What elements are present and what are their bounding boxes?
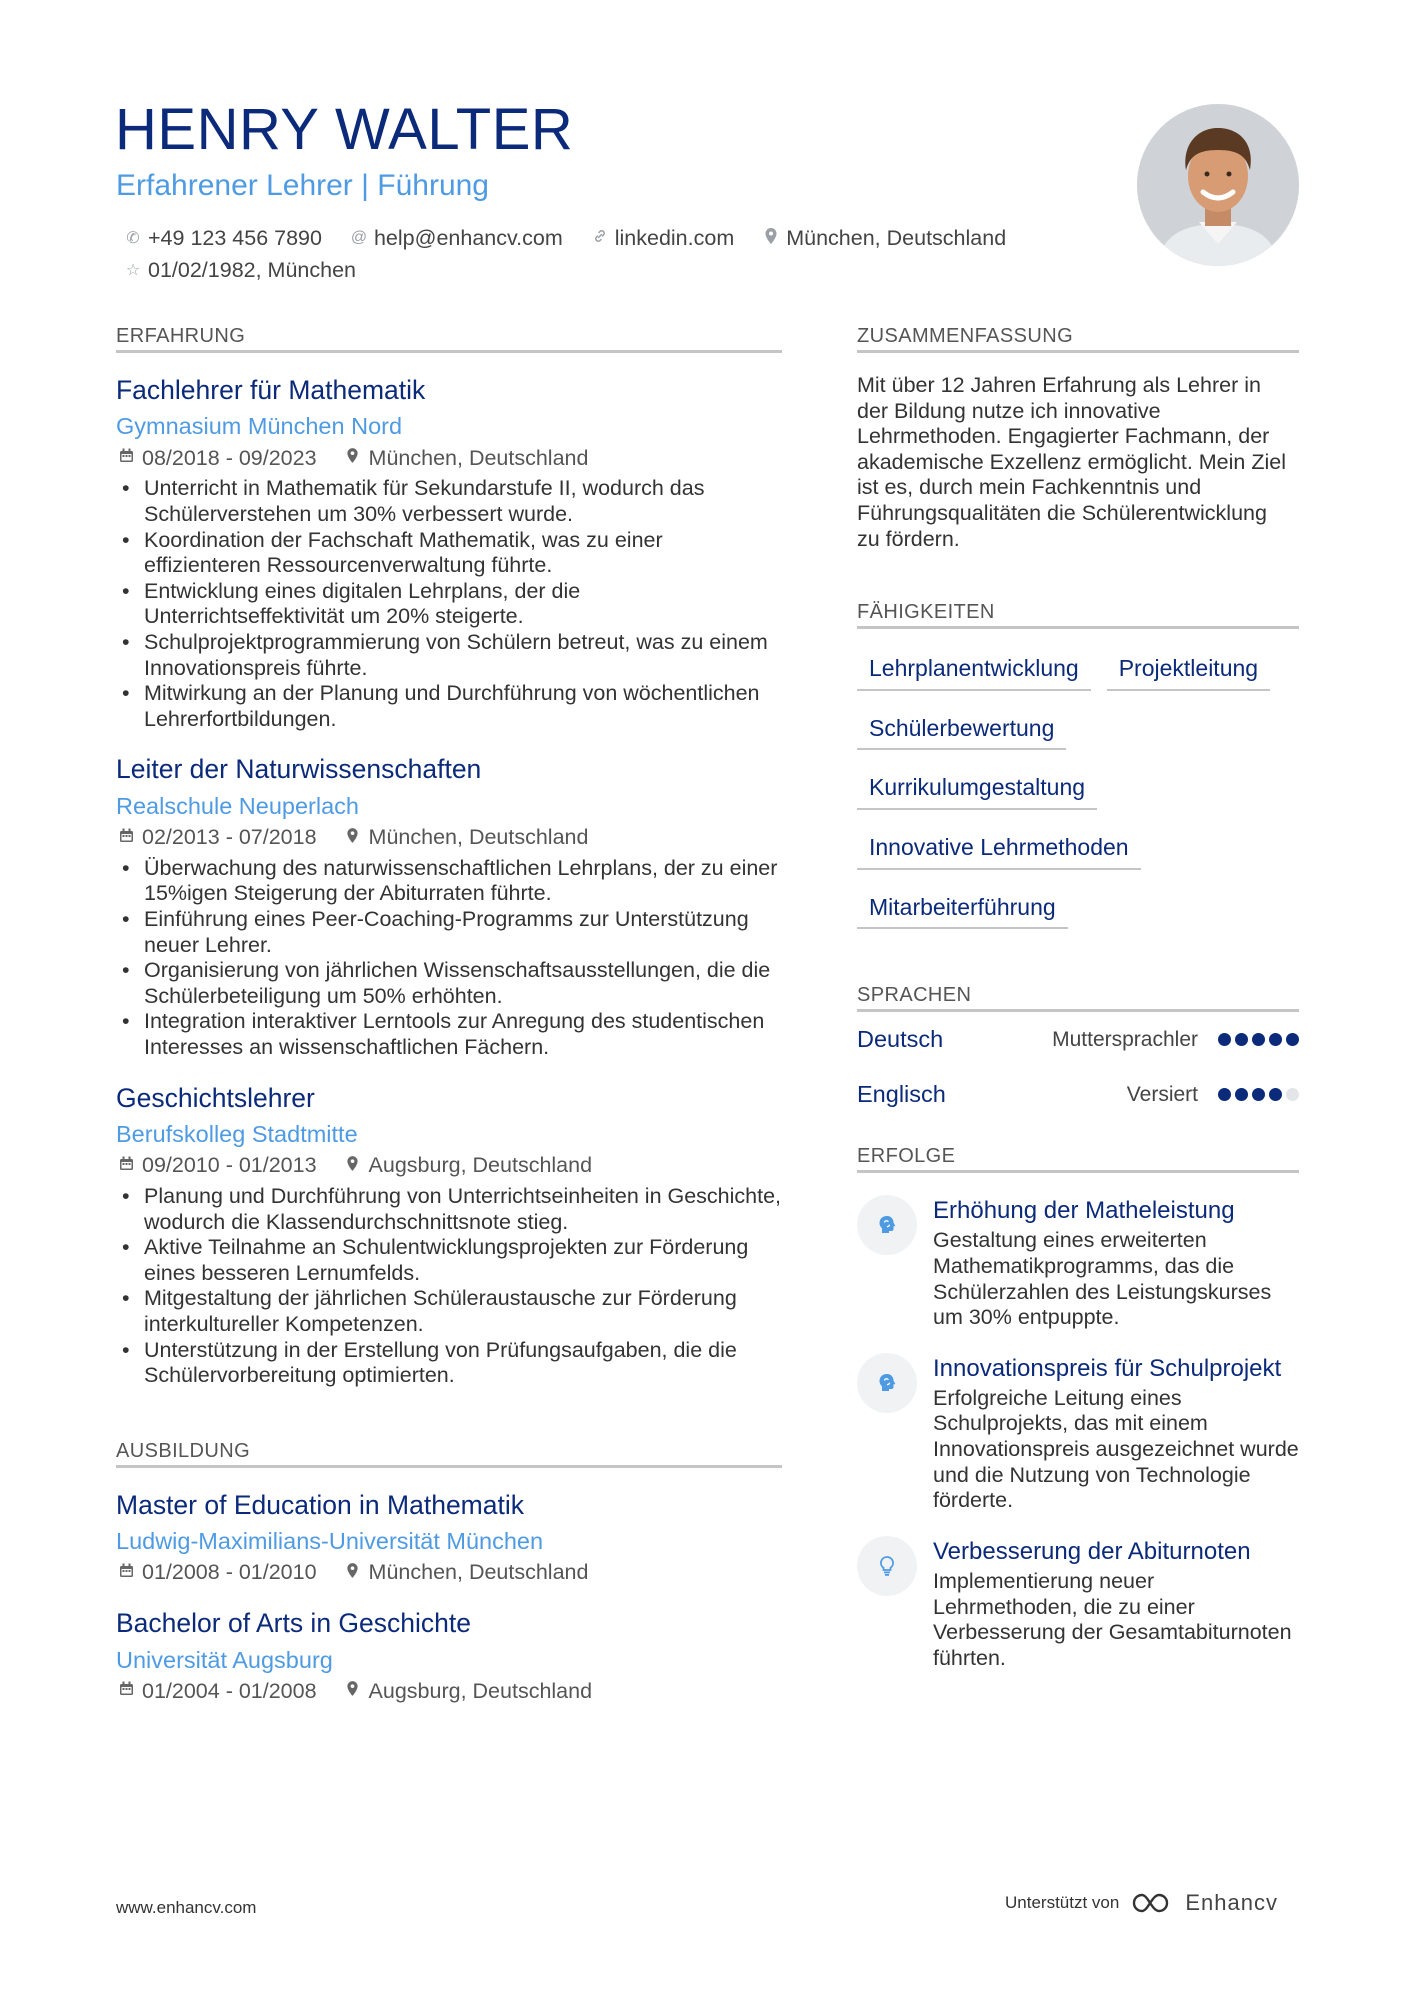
languages-section-title: SPRACHEN — [857, 983, 1299, 1012]
map-pin-icon — [343, 1680, 363, 1702]
job-bullet: • Unterricht in Mathematik für Sekundarstufe II, wodurch das Schülerverstehen um 30% verbessert wurde. — [116, 476, 782, 527]
link-icon — [589, 228, 611, 249]
rating-dot-filled — [1218, 1088, 1231, 1101]
education-section-title: AUSBILDUNG — [116, 1439, 782, 1468]
job-bullet: • Überwachung des naturwissenschaftlichen Lehrplans, der zu einer 15%igen Steigerung der Abiturraten führte. — [116, 856, 782, 907]
rating-dot-filled — [1269, 1033, 1282, 1046]
achievement-desc: Erfolgreiche Leitung eines Schulprojekts, das mit einem Innovationspreis ausgezeichnet wurde und die Nutzung von Technologie förderte. — [933, 1385, 1299, 1513]
footer-powered-by — [1005, 1890, 1278, 1916]
map-pin-icon — [343, 1155, 363, 1177]
job-bullet: • Mitwirkung an der Planung und Durchführung von wöchentlichen Lehrerfortbildungen. — [116, 681, 782, 732]
language-name: Englisch — [857, 1081, 946, 1108]
calendar-icon — [116, 1681, 136, 1701]
education-school: Universität Augsburg — [116, 1646, 333, 1673]
job-title: Leiter der Naturwissenschaften — [116, 754, 482, 785]
job-company: Gymnasium München Nord — [116, 413, 403, 440]
education-section — [116, 1439, 782, 1705]
skills-list — [857, 645, 1299, 943]
job-location: München, Deutschland — [368, 824, 589, 849]
job-entry — [116, 373, 782, 732]
language-rating — [1214, 1088, 1299, 1101]
candidate-name: HENRY WALTER — [115, 97, 574, 162]
education-dates: 01/2008 - 01/2010 — [142, 1560, 317, 1585]
job-entry — [116, 1081, 782, 1389]
calendar-icon — [116, 1563, 136, 1583]
calendar-icon — [116, 828, 136, 848]
rating-dot-filled — [1269, 1088, 1282, 1101]
footer-website[interactable]: www.enhancv.com — [116, 1898, 257, 1917]
job-title: Fachlehrer für Mathematik — [116, 375, 426, 405]
skill-tag: Innovative Lehrmethoden — [857, 824, 1141, 870]
rating-dot-empty — [1286, 1088, 1299, 1101]
contact-email[interactable]: @ help@enhancv.com — [348, 226, 563, 251]
powered-by-label: Unterstützt von — [1005, 1893, 1120, 1912]
skill-tag: Mitarbeiterführung — [857, 884, 1068, 930]
contact-linkedin[interactable]: linkedin.com — [589, 226, 735, 251]
star-icon: ☆ — [125, 262, 141, 279]
right-column — [857, 324, 1299, 1671]
rating-dot-filled — [1235, 1088, 1248, 1101]
education-location: Augsburg, Deutschland — [368, 1678, 593, 1703]
achievement-title: Innovationspreis für Schulprojekt — [933, 1354, 1282, 1382]
education-location: München, Deutschland — [368, 1560, 589, 1585]
education-degree: Bachelor of Arts in Geschichte — [116, 1608, 471, 1639]
rating-dot-filled — [1252, 1088, 1265, 1101]
job-bullet: • Aktive Teilnahme an Schulentwicklungsprojekten zur Förderung eines besseren Lernumfelds. — [116, 1235, 782, 1286]
achievement-title: Verbesserung der Abiturnoten — [933, 1537, 1251, 1565]
achievement-title: Erhöhung der Matheleistung — [933, 1197, 1235, 1225]
language-level: Muttersprachler — [1052, 1027, 1198, 1051]
education-entry — [116, 1606, 782, 1704]
job-bullet: • Unterstützung in der Erstellung von Prüfungsaufgaben, die die Schülervorbereitung optimierten. — [116, 1338, 782, 1389]
job-company: Realschule Neuperlach — [116, 792, 359, 819]
job-dates: 02/2013 - 07/2018 — [142, 824, 317, 849]
job-bullet: • Koordination der Fachschaft Mathematik, was zu einer effizienteren Ressourcenverwaltung führte. — [116, 528, 782, 579]
education-degree: Master of Education in Mathematik — [116, 1489, 524, 1520]
job-dates: 09/2010 - 01/2013 — [142, 1153, 317, 1178]
job-bullet: • Planung und Durchführung von Unterrichtseinheiten in Geschichte, wodurch die Klassendurchschnittsnote stieg. — [116, 1184, 782, 1235]
job-dates: 08/2018 - 09/2023 — [142, 445, 317, 470]
contact-birth: ☆ 01/02/1982, München — [122, 258, 356, 283]
skills-section-title: FÄHIGKEITEN — [857, 600, 1299, 629]
summary-section-title: ZUSAMMENFASSUNG — [857, 324, 1299, 353]
job-meta — [116, 1153, 782, 1179]
enhancv-logo-icon — [1131, 1891, 1177, 1915]
map-pin-icon — [343, 1562, 363, 1584]
calendar-icon — [116, 1156, 136, 1176]
rating-dot-filled — [1218, 1033, 1231, 1046]
brain-icon — [857, 1195, 917, 1255]
skill-tag: Projektleitung — [1107, 645, 1270, 691]
job-location: München, Deutschland — [368, 445, 589, 470]
summary-text: Mit über 12 Jahren Erfahrung als Lehrer in der Bildung nutze ich innovative Lehrmethoden. Engagierter Fachmann, der akademische Exzellenz ermöglicht. Mein Ziel ist es, durch mein Fachkenntnis und Führungsqualitäten die Schülerentwicklung zu fördern. — [857, 373, 1286, 551]
job-bullet: • Einführung eines Peer-Coaching-Programms zur Unterstützung neuer Lehrer. — [116, 907, 782, 958]
rating-dot-filled — [1235, 1033, 1248, 1046]
brain-icon — [857, 1353, 917, 1413]
language-row — [857, 1067, 1299, 1122]
achievement-item — [857, 1353, 1299, 1514]
language-level: Versiert — [1126, 1082, 1198, 1106]
job-bullets — [116, 476, 782, 732]
job-bullet: • Entwicklung eines digitalen Lehrplans, der die Unterrichtseffektivität um 20% steigerte. — [116, 579, 782, 630]
experience-section-title: ERFAHRUNG — [116, 324, 782, 353]
contact-phone: ✆ +49 123 456 7890 — [122, 226, 322, 251]
contact-info — [122, 222, 1082, 286]
language-row — [857, 1012, 1299, 1067]
candidate-tagline: Erfahrener Lehrer | Führung — [116, 169, 489, 202]
map-pin-icon — [343, 827, 363, 849]
left-column — [116, 324, 782, 1705]
job-company: Berufskolleg Stadtmitte — [116, 1120, 358, 1147]
job-bullet: • Mitgestaltung der jährlichen Schüleraustausche zur Förderung interkultureller Kompetenzen. — [116, 1286, 782, 1337]
job-bullet: • Schulprojektprogrammierung von Schülern betreut, was zu einem Innovationspreis führte. — [116, 630, 782, 681]
achievement-desc: Gestaltung eines erweiterten Mathematikprogramms, das die Schülerzahlen des Leistungskurses um 30% entpuppte. — [933, 1228, 1272, 1330]
job-bullet: • Integration interaktiver Lerntools zur Anregung des studentischen Interesses an wissenschaftlichen Fächern. — [116, 1009, 782, 1060]
skill-tag: Kurrikulumgestaltung — [857, 764, 1097, 810]
achievements-section-title: ERFOLGE — [857, 1144, 1299, 1173]
education-dates: 01/2004 - 01/2008 — [142, 1678, 317, 1703]
job-meta — [116, 446, 782, 472]
achievement-item — [857, 1536, 1299, 1672]
job-bullets — [116, 856, 782, 1061]
profile-photo — [1137, 104, 1299, 266]
achievement-item — [857, 1195, 1299, 1331]
job-title: Geschichtslehrer — [116, 1082, 315, 1113]
skill-tag: Lehrplanentwicklung — [857, 645, 1091, 691]
at-icon: @ — [350, 229, 368, 246]
enhancv-brand: Enhancv — [1185, 1890, 1278, 1915]
map-pin-icon — [343, 447, 363, 469]
map-pin-icon — [760, 227, 782, 250]
education-meta — [116, 1560, 782, 1586]
calendar-icon — [116, 448, 136, 468]
job-entry — [116, 752, 782, 1060]
job-meta — [116, 825, 782, 851]
education-entry — [116, 1488, 782, 1586]
education-meta — [116, 1679, 782, 1705]
job-bullets — [116, 1184, 782, 1389]
education-school: Ludwig-Maximilians-Universität München — [116, 1528, 544, 1555]
phone-icon: ✆ — [126, 230, 140, 247]
job-location: Augsburg, Deutschland — [368, 1153, 593, 1178]
lightbulb-icon — [857, 1536, 917, 1596]
job-bullet: • Organisierung von jährlichen Wissenschaftsausstellungen, die die Schülerbeteiligung um 50% erhöhten. — [116, 958, 782, 1009]
contact-location: München, Deutschland — [760, 226, 1006, 251]
language-name: Deutsch — [857, 1026, 944, 1053]
achievement-desc: Implementierung neuer Lehrmethoden, die zu einer Verbesserung der Gesamtabiturnoten führten. — [933, 1569, 1292, 1670]
rating-dot-filled — [1252, 1033, 1265, 1046]
rating-dot-filled — [1286, 1033, 1299, 1046]
language-rating — [1214, 1033, 1299, 1046]
skill-tag: Schülerbewertung — [857, 705, 1066, 751]
